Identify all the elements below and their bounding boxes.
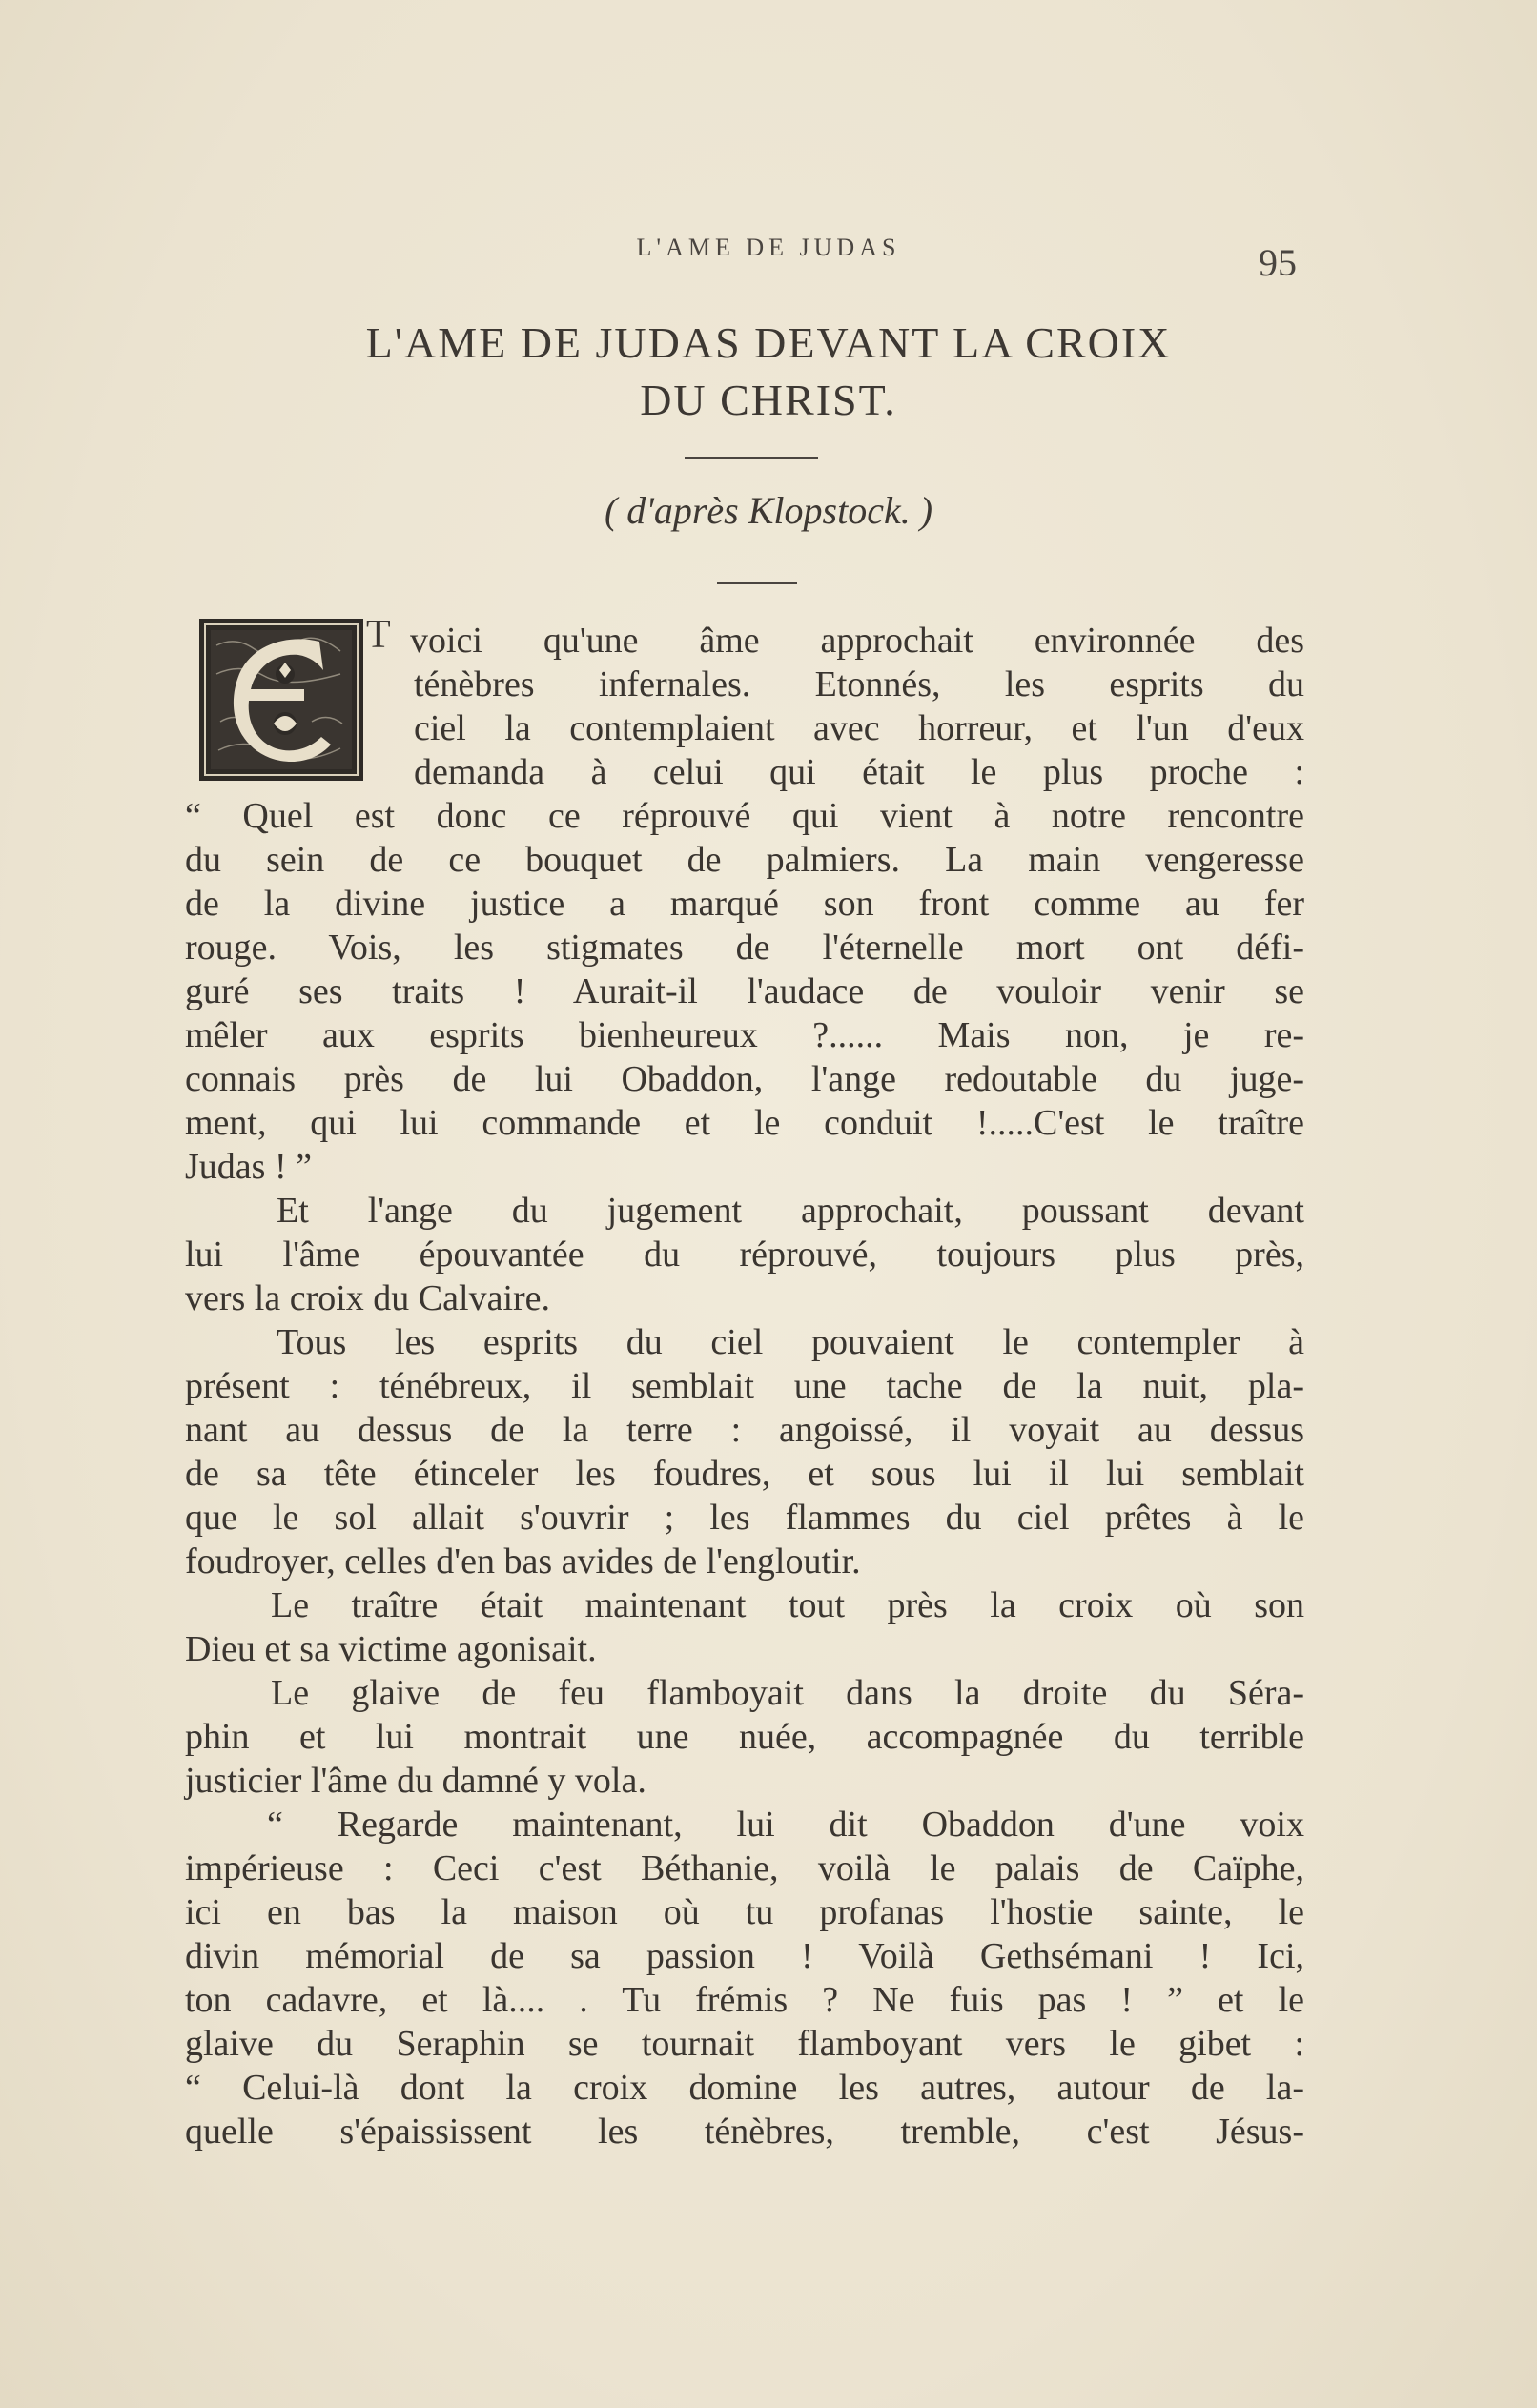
text-line: quelle s'épaississent les ténèbres, tremble, c'est Jésus-: [185, 2112, 1304, 2152]
text-line: lui l'âme épouvantée du réprouvé, toujours plus près,: [185, 1235, 1304, 1275]
text-line: ici en bas la maison où tu profanas l'hostie sainte, le: [185, 1892, 1304, 1932]
text-line: ténèbres infernales. Etonnés, les esprits du: [414, 664, 1304, 704]
text-line: Dieu et sa victime agonisait.: [185, 1629, 597, 1669]
text-line: connais près de lui Obaddon, l'ange redoutable du juge-: [185, 1059, 1304, 1099]
subtitle-rule: [717, 582, 797, 584]
page-number: 95: [1259, 241, 1297, 284]
text-line: demanda à celui qui était le plus proche :: [414, 752, 1304, 792]
text-line: Le traître était maintenant tout près la croix où son: [271, 1585, 1304, 1625]
chapter-subtitle: ( d'après Klopstock. ): [604, 489, 933, 532]
text-line: rouge. Vois, les stigmates de l'éternelle mort ont défi-: [185, 928, 1304, 968]
text-line: justicier l'âme du damné y vola.: [185, 1761, 646, 1801]
text-line: Tous les esprits du ciel pouvaient le contempler à: [277, 1322, 1304, 1362]
text-line: foudroyer, celles d'en bas avides de l'engloutir.: [185, 1541, 861, 1582]
title-rule: [685, 457, 818, 459]
chapter-title-line-1: L'AME DE JUDAS DEVANT LA CROIX: [365, 318, 1172, 367]
text-line: Judas ! ”: [185, 1147, 312, 1187]
ornamental-drop-cap: [197, 617, 365, 783]
text-line: guré ses traits ! Aurait-il l'audace de vouloir venir se: [185, 971, 1304, 1011]
text-line: vers la croix du Calvaire.: [185, 1278, 551, 1318]
chapter-title-line-2: DU CHRIST.: [640, 376, 897, 424]
text-line: divin mémorial de sa passion ! Voilà Gethsémani ! Ici,: [185, 1936, 1304, 1976]
text-line: impérieuse : Ceci c'est Béthanie, voilà le palais de Caïphe,: [185, 1848, 1304, 1888]
text-line: de sa tête étinceler les foudres, et sous lui il lui semblait: [185, 1454, 1304, 1494]
text-line: ciel la contemplaient avec horreur, et l'un d'eux: [414, 708, 1304, 748]
drop-cap-rest: T: [366, 613, 391, 657]
text-line: Le glaive de feu flamboyait dans la droite du Séra-: [271, 1673, 1304, 1713]
text-line: Et l'ange du jugement approchait, poussant devant: [277, 1191, 1304, 1231]
text-line: du sein de ce bouquet de palmiers. La main vengeresse: [185, 840, 1304, 880]
text-line: ment, qui lui commande et le conduit !.....C'est le traître: [185, 1103, 1304, 1143]
text-line: mêler aux esprits bienheureux ?...... Mais non, je re-: [185, 1015, 1304, 1055]
running-head: L'AME DE JUDAS: [636, 234, 901, 261]
text-line: “ Quel est donc ce réprouvé qui vient à notre rencontre: [185, 796, 1304, 836]
text-line: présent : ténébreux, il semblait une tache de la nuit, pla-: [185, 1366, 1304, 1406]
text-line: “ Celui-là dont la croix domine les autres, autour de la-: [185, 2068, 1304, 2108]
text-line: voici qu'une âme approchait environnée des: [410, 621, 1304, 661]
text-line: “ Regarde maintenant, lui dit Obaddon d'une voix: [267, 1805, 1304, 1845]
drop-cap-ornament-icon: [197, 617, 365, 783]
text-line: de la divine justice a marqué son front comme au fer: [185, 884, 1304, 924]
text-line: phin et lui montrait une nuée, accompagnée du terrible: [185, 1717, 1304, 1757]
chapter-title: [191, 315, 1346, 429]
text-line: nant au dessus de la terre : angoissé, il voyait au dessus: [185, 1410, 1304, 1450]
text-line: que le sol allait s'ouvrir ; les flammes du ciel prêtes à le: [185, 1498, 1304, 1538]
text-line: glaive du Seraphin se tournait flamboyant vers le gibet :: [185, 2024, 1304, 2064]
text-line: ton cadavre, et là.... . Tu frémis ? Ne fuis pas ! ” et le: [185, 1980, 1304, 2020]
